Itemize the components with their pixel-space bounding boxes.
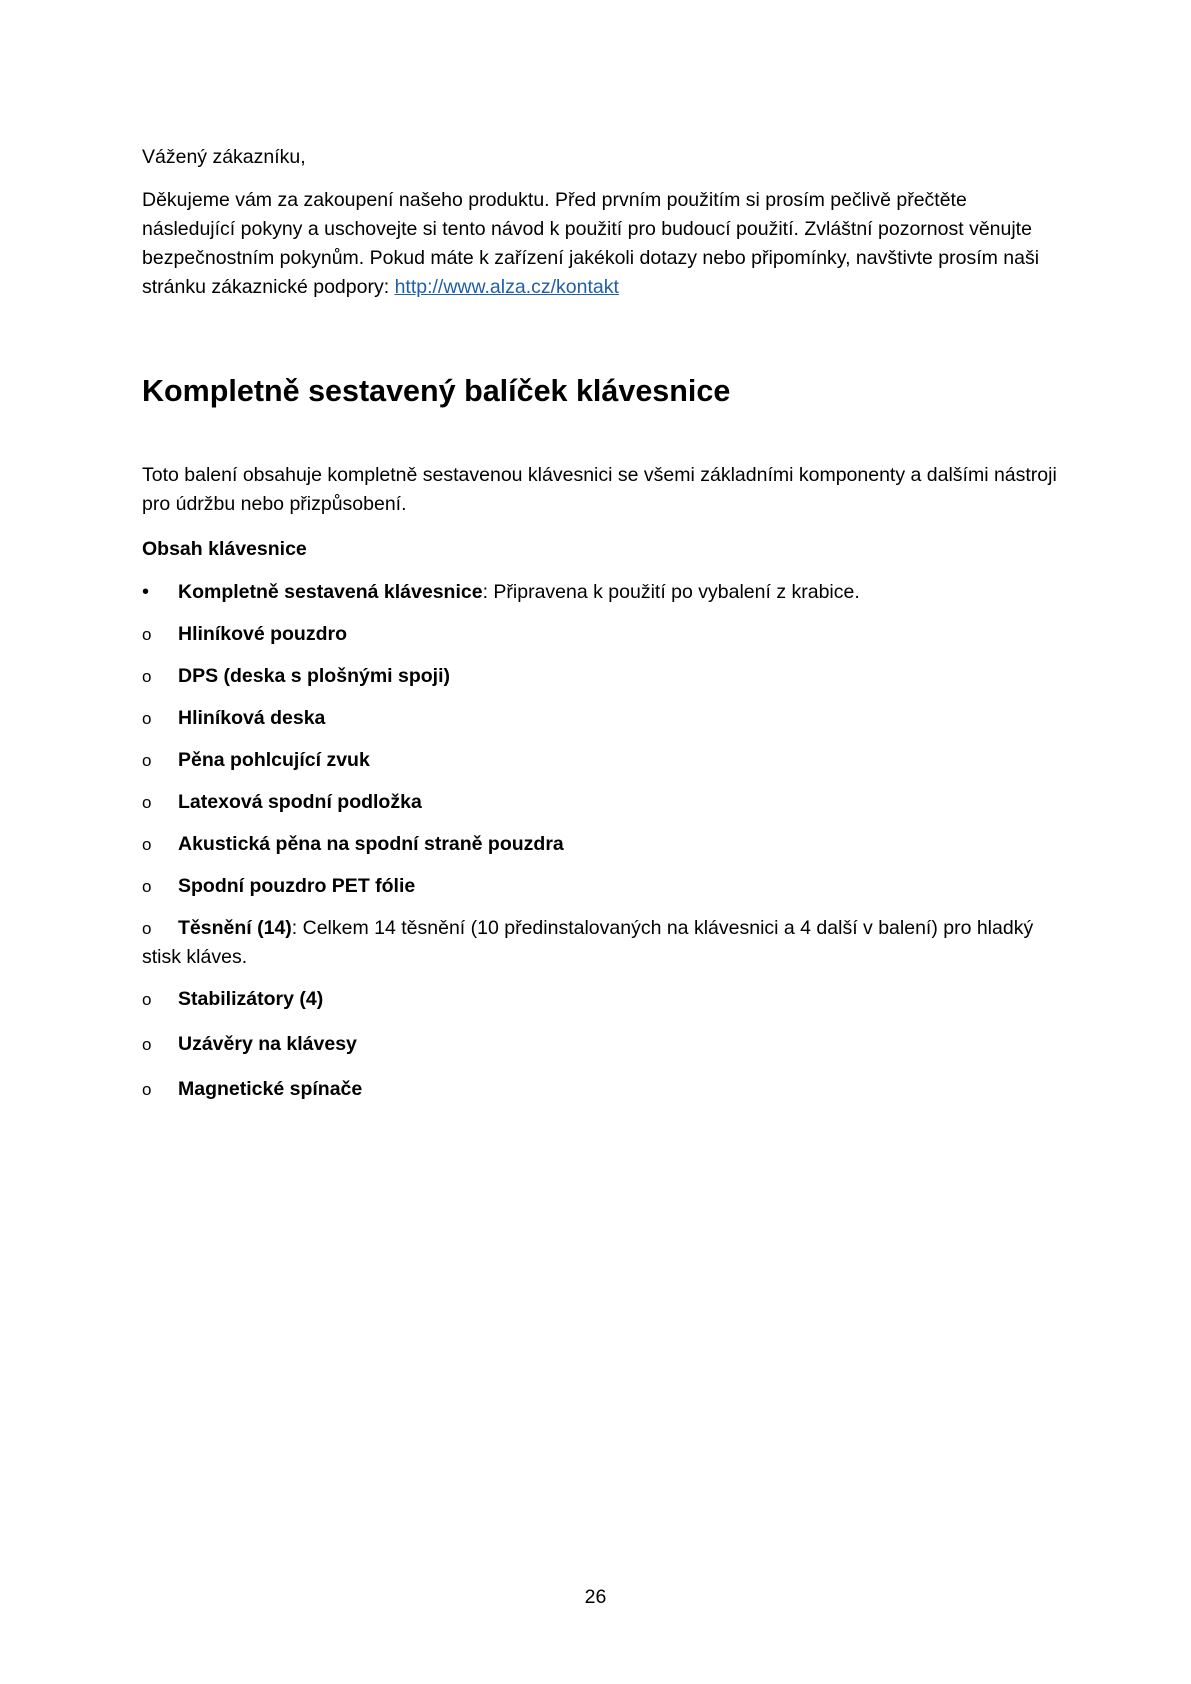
list-item-title: DPS (deska s plošnými spoji)	[178, 665, 450, 687]
list-item	[142, 1030, 1057, 1059]
bullet-marker: o	[142, 877, 152, 896]
list-item-detail: : Celkem 14 těsnění (10 předinstalovaných na klávesnici a 4 další v balení) pro hladký stisk kláves.	[142, 917, 1034, 968]
list-item-title: Uzávěry na klávesy	[178, 1033, 357, 1055]
list-item	[142, 914, 1057, 972]
list-item-title: Hliníkové pouzdro	[178, 623, 348, 645]
list-item-detail: : Připravena k použití po vybalení z krabice.	[482, 581, 860, 603]
support-link[interactable]: http://www.alza.cz/kontakt	[394, 276, 619, 298]
list-item-title: Těsnění (14)	[178, 917, 292, 939]
list-item	[142, 620, 1057, 649]
page-number: 26	[584, 1586, 607, 1608]
bullet-marker: •	[142, 581, 150, 603]
list-item	[142, 1075, 1057, 1104]
section-heading: Kompletně sestavený balíček klávesnice	[142, 374, 731, 408]
intro-paragraph	[142, 186, 1057, 302]
list-item-title: Hliníková deska	[178, 707, 326, 729]
intro-text: Děkujeme vám za zakoupení našeho produktu. Před prvním použitím si prosím pečlivě přečtěte následující pokyny a uschovejte si tento návod k použití pro budoucí použití. Zvláštní pozornost věnujte bezpečnostním pokynům. Pokud máte k zařízení jakékoli dotazy nebo připomínky, navštivte prosím naši stránku zákaznické podpory:	[142, 189, 1040, 298]
greeting: Vážený zákazníku,	[142, 146, 306, 168]
contents-subheading: Obsah klávesnice	[142, 538, 307, 560]
list-item	[142, 830, 1057, 859]
list-item-title: Latexová spodní podložka	[178, 791, 422, 813]
bullet-marker: o	[142, 990, 152, 1009]
bullet-marker: o	[142, 625, 152, 644]
list-item	[142, 985, 1057, 1014]
list-item	[142, 704, 1057, 733]
bullet-marker: o	[142, 793, 152, 812]
list-item	[142, 872, 1057, 901]
list-item	[142, 746, 1057, 775]
bullet-marker: o	[142, 751, 152, 770]
bullet-marker: o	[142, 919, 152, 938]
bullet-marker: o	[142, 1080, 152, 1099]
bullet-marker: o	[142, 667, 152, 686]
list-item-title: Stabilizátory (4)	[178, 988, 324, 1010]
bullet-marker: o	[142, 709, 152, 728]
description-paragraph: Toto balení obsahuje kompletně sestavenou klávesnici se všemi základními komponenty a dalšími nástroji pro údržbu nebo přizpůsobení.	[142, 464, 1057, 515]
list-item	[142, 788, 1057, 817]
list-item-title: Kompletně sestavená klávesnice	[178, 581, 483, 603]
bullet-marker: o	[142, 1035, 152, 1054]
list-item-title: Magnetické spínače	[178, 1078, 363, 1100]
list-item	[142, 662, 1057, 691]
list-item-title: Akustická pěna na spodní straně pouzdra	[178, 833, 564, 855]
list-item	[142, 578, 1057, 607]
bullet-marker: o	[142, 835, 152, 854]
list-item-title: Spodní pouzdro PET fólie	[178, 875, 416, 897]
list-item-title: Pěna pohlcující zvuk	[178, 749, 370, 771]
